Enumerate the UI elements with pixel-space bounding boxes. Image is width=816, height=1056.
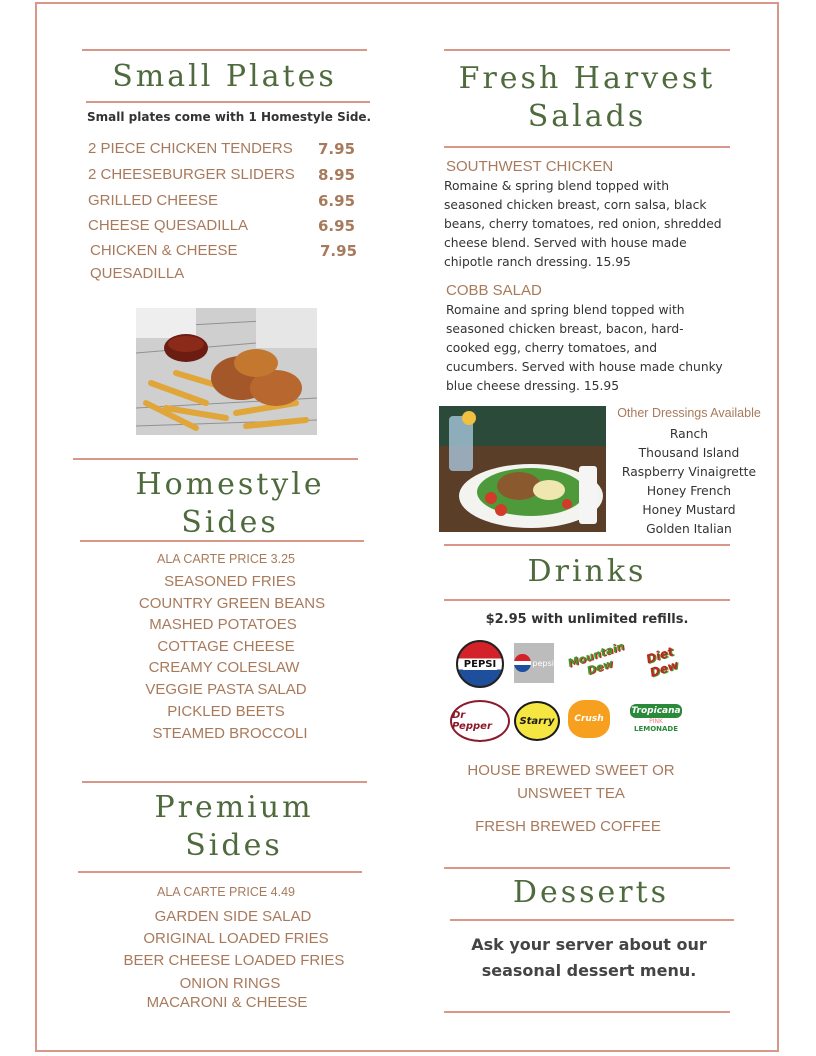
list-item: STEAMED BROCCOLI — [152, 725, 308, 742]
divider — [86, 101, 370, 103]
desc-line: beans, cherry tomatoes, red onion, shredded — [444, 217, 722, 231]
desc-line: seasoned chicken breast, corn salsa, black — [444, 198, 707, 212]
list-item: VEGGIE PASTA SALAD — [145, 681, 307, 698]
list-item: CREAMY COLESLAW — [148, 659, 300, 676]
desc-line: seasoned chicken breast, bacon, hard- — [446, 322, 684, 336]
dressing-item: Thousand Island — [638, 446, 740, 460]
divider — [444, 1011, 730, 1013]
crush-logo: Crush — [568, 700, 610, 738]
desc-line: cooked egg, cherry tomatoes, and — [446, 341, 658, 355]
divider — [73, 458, 358, 460]
coffee: FRESH BREWED COFFEE — [475, 818, 661, 835]
menu-item-name-cont: QUESADILLA — [90, 265, 185, 282]
menu-item-price: 7.95 — [318, 140, 356, 158]
menu-item-name: 2 CHEESEBURGER SLIDERS — [88, 166, 295, 183]
homestyle-title-line1: Homestyle — [135, 467, 325, 502]
tea-line1: HOUSE BREWED SWEET OR — [467, 762, 675, 779]
dressing-item: Honey Mustard — [642, 503, 736, 517]
dressing-item: Raspberry Vinaigrette — [621, 465, 757, 479]
divider — [80, 540, 364, 542]
list-item: COTTAGE CHEESE — [157, 638, 295, 655]
desc-line: chipotle ranch dressing. 15.95 — [444, 255, 631, 269]
desserts-line2: seasonal dessert menu. — [481, 961, 697, 980]
list-item: BEER CHEESE LOADED FRIES — [123, 952, 345, 969]
desc-line: blue cheese dressing. 15.95 — [446, 379, 620, 393]
menu-item-name: 2 PIECE CHICKEN TENDERS — [88, 140, 293, 157]
desc-line: Romaine and spring blend topped with — [446, 303, 685, 317]
dressing-item: Golden Italian — [646, 522, 732, 536]
salad-photo — [439, 406, 606, 532]
salad-name: SOUTHWEST CHICKEN — [446, 158, 614, 175]
desc-line: Romaine & spring blend topped with — [444, 179, 670, 193]
dressings-title: Other Dressings Available — [617, 406, 761, 420]
salads-title-line1: Fresh Harvest — [458, 61, 716, 96]
menu-item-name: GRILLED CHEESE — [88, 192, 219, 209]
salads-title-line2: Salads — [527, 99, 647, 134]
premium-title-line1: Premium — [154, 790, 314, 825]
small-plates-title: Small Plates — [112, 59, 337, 94]
dressing-item: Ranch — [669, 427, 709, 441]
tropicana-logo: Tropicana PINK LEMONADE — [631, 706, 681, 733]
divider — [444, 146, 730, 148]
dr-pepper-logo: Dr Pepper — [450, 700, 510, 742]
drinks-note: $2.95 with unlimited refills. — [485, 612, 689, 627]
salad-description — [444, 177, 724, 272]
homestyle-price-note: ALA CARTE PRICE 3.25 — [156, 552, 296, 566]
list-item: COUNTRY GREEN BEANS — [138, 595, 326, 612]
divider — [444, 49, 730, 51]
small-plates-note: Small plates come with 1 Homestyle Side. — [87, 110, 372, 124]
salad-name: COBB SALAD — [446, 282, 542, 299]
diet-mountain-dew-logo: Diet Dew — [644, 644, 681, 680]
divider — [78, 871, 362, 873]
list-item: SEASONED FRIES — [164, 573, 296, 590]
dressings-list — [612, 425, 766, 539]
pepsi-logo: PEPSI — [456, 640, 504, 688]
menu-item-price: 6.95 — [318, 192, 356, 210]
desc-line: cucumbers. Served with house made chunky — [446, 360, 723, 374]
salads-title — [444, 60, 730, 136]
premium-title — [86, 789, 382, 865]
premium-title-line2: Sides — [185, 828, 283, 863]
menu-item-price: 8.95 — [318, 166, 356, 184]
divider — [444, 867, 730, 869]
homestyle-title-line2: Sides — [181, 505, 279, 540]
salad-description — [446, 301, 726, 396]
divider — [444, 544, 730, 546]
diet-pepsi-logo: pepsi — [514, 643, 554, 683]
divider — [82, 781, 367, 783]
divider — [82, 49, 367, 51]
menu-item-price: 6.95 — [318, 217, 356, 235]
menu-item-name: CHICKEN & CHEESE — [90, 242, 238, 259]
starry-logo: Starry — [514, 701, 560, 741]
divider — [450, 919, 734, 921]
mountain-dew-logo: Mountain Dew — [566, 639, 626, 678]
list-item: ORIGINAL LOADED FRIES — [143, 930, 329, 947]
desserts-note — [444, 932, 734, 984]
list-item: MACARONI & CHEESE — [146, 994, 308, 1011]
list-item: GARDEN SIDE SALAD — [154, 908, 312, 925]
desserts-title: Desserts — [512, 875, 670, 910]
list-item: PICKLED BEETS — [167, 703, 285, 720]
menu-item-name: CHEESE QUESADILLA — [88, 217, 249, 234]
list-item: ONION RINGS — [179, 975, 281, 992]
chicken-tenders-photo — [136, 308, 317, 435]
menu-item-price: 7.95 — [320, 242, 358, 260]
desserts-line1: Ask your server about our — [471, 935, 707, 954]
desc-line: cheese blend. Served with house made — [444, 236, 687, 250]
tea-line2: UNSWEET TEA — [517, 785, 625, 802]
premium-price-note: ALA CARTE PRICE 4.49 — [156, 885, 296, 899]
list-item: MASHED POTATOES — [149, 616, 297, 633]
divider — [444, 599, 730, 601]
drinks-title: Drinks — [527, 554, 647, 589]
homestyle-title — [82, 466, 378, 542]
dressing-item: Honey French — [646, 484, 732, 498]
